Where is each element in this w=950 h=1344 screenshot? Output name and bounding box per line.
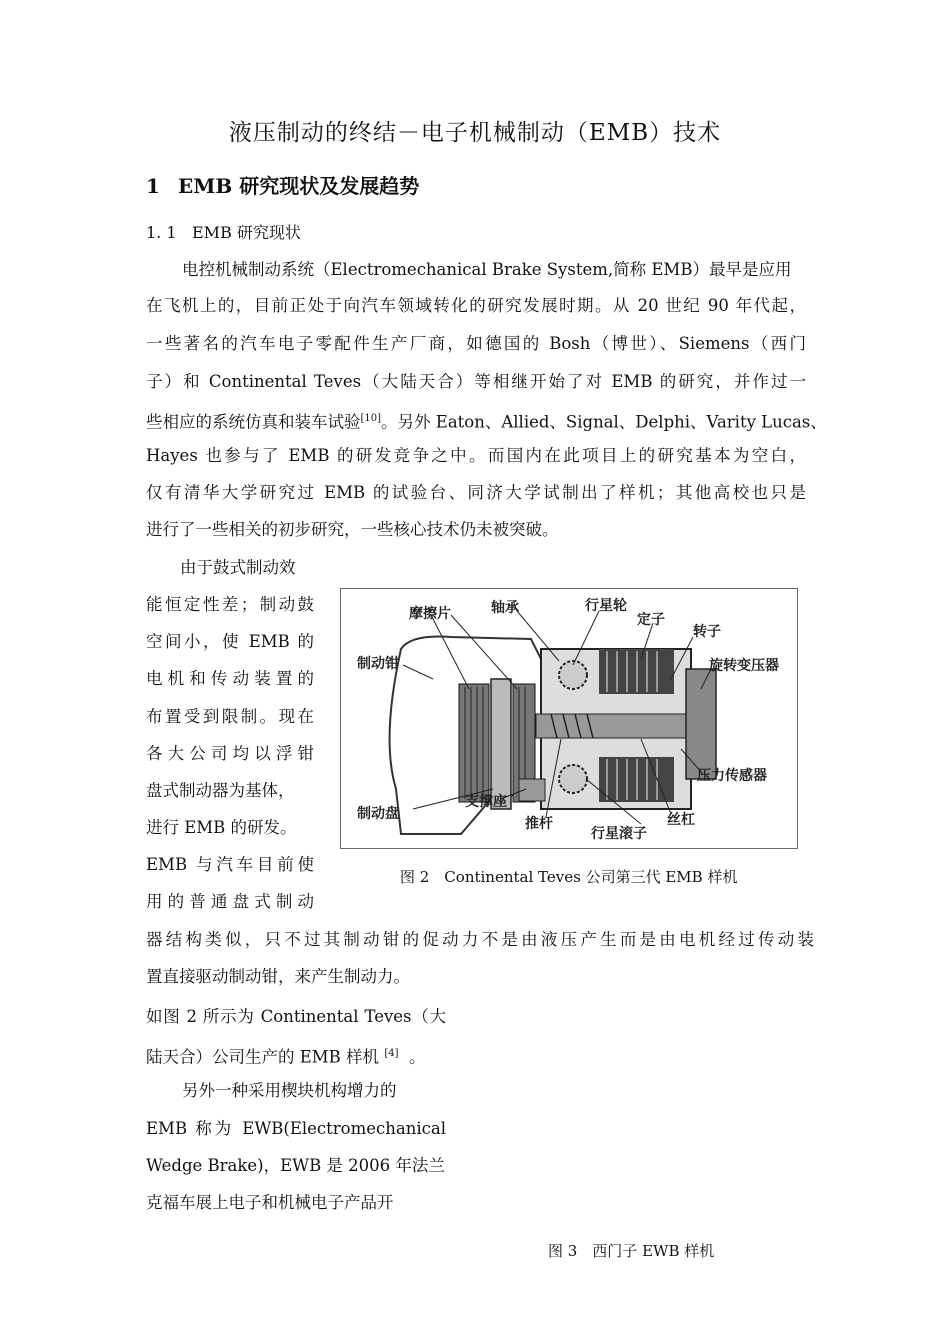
para2-line: 能恒定性差；制动鼓 bbox=[146, 595, 314, 614]
figure-2-emb-diagram bbox=[340, 588, 798, 849]
para3-line2-text: 陆天合）公司生产的 EMB 样机 bbox=[146, 1047, 380, 1067]
para3-line bbox=[146, 1042, 425, 1070]
label-rotor: 转子 bbox=[693, 624, 721, 640]
para4-line: 克福车展上电子和机械电子产品开 bbox=[146, 1193, 394, 1212]
para1-line: 在飞机上的，目前正处于向汽车领域转化的研究发展时期。从 20 世纪 90 年代起， bbox=[146, 296, 806, 315]
para2-line: 布置受到限制。现在 bbox=[146, 707, 314, 726]
section-title: EMB 研究现状及发展趋势 bbox=[178, 174, 420, 198]
para1-line: 电控机械制动系统（Electromechanical Brake System,简称 EMB）最早是应用 bbox=[182, 260, 792, 279]
para1-line: 一些著名的汽车电子零配件生产厂商，如德国的 Bosh（博世）、Siemens（西门 bbox=[146, 334, 806, 353]
planet-gear-upper bbox=[559, 661, 587, 689]
label-stator: 定子 bbox=[637, 612, 665, 628]
label-bearing: 轴承 bbox=[491, 600, 519, 616]
emb-cross-section-drawing bbox=[341, 589, 797, 848]
para1-line5-text: 些相应的系统仿真和装车试验 bbox=[146, 412, 361, 432]
para1-line: 仅有清华大学研究过 EMB 的试验台、同济大学试制出了样机；其他高校也只是 bbox=[146, 483, 806, 502]
para4-line: Wedge Brake)，EWB 是 2006 年法兰 bbox=[146, 1156, 445, 1175]
resolver bbox=[686, 669, 716, 779]
label-planet-roller: 行星滚子 bbox=[591, 826, 647, 842]
citation-ref: [10] bbox=[360, 413, 382, 424]
subsection-heading bbox=[146, 220, 301, 243]
para4-line: 另外一种采用楔块机构增力的 bbox=[182, 1081, 397, 1100]
para3-line: 如图 2 所示为 Continental Teves（大 bbox=[146, 1007, 446, 1026]
subsection-number: 1. 1 bbox=[146, 223, 177, 242]
brake-disc bbox=[491, 679, 511, 809]
para1-line bbox=[146, 407, 827, 435]
label-resolver: 旋转变压器 bbox=[709, 658, 779, 674]
figure-2-caption: 图 2 Continental Teves 公司第三代 EMB 样机 bbox=[400, 868, 738, 886]
para2-line: 各大公司均以浮钳 bbox=[146, 744, 314, 763]
planet-gear-lower bbox=[559, 765, 587, 793]
label-push-rod: 推杆 bbox=[525, 816, 553, 832]
para2-line: 盘式制动器为基体， bbox=[146, 781, 295, 800]
label-caliper: 制动钳 bbox=[357, 656, 399, 672]
para2-line: EMB 与汽车目前使 bbox=[146, 855, 314, 874]
para3-line2-text: 。 bbox=[408, 1047, 426, 1067]
para1-line: Hayes 也参与了 EMB 的研发竞争之中。而国内在此项目上的研究基本为空白， bbox=[146, 446, 806, 465]
para2-line: 用的普通盘式制动 bbox=[146, 892, 314, 911]
para2-line: 器结构类似，只不过其制动钳的促动力不是由液压产生而是由电机经过传动装 bbox=[146, 930, 814, 949]
para2-line: 空间小，使 EMB 的 bbox=[146, 632, 314, 651]
label-friction-pad: 摩擦片 bbox=[409, 606, 451, 622]
para2-line: 进行 EMB 的研发。 bbox=[146, 818, 297, 837]
label-pressure-sensor: 压力传感器 bbox=[697, 768, 767, 784]
para1-line: 进行了一些相关的初步研究，一些核心技术仍未被突破。 bbox=[146, 520, 559, 539]
figure-3-caption: 图 3 西门子 EWB 样机 bbox=[548, 1242, 715, 1260]
label-support: 支撑座 bbox=[465, 794, 507, 810]
label-planet-gear: 行星轮 bbox=[585, 598, 627, 614]
subsection-title: EMB 研究现状 bbox=[192, 223, 301, 242]
para1-line5-text: 。另外 Eaton、Allied、Signal、Delphi、Varity Lucas、 bbox=[381, 412, 827, 432]
friction-pad-left bbox=[459, 684, 489, 802]
label-screw: 丝杠 bbox=[667, 812, 695, 828]
section-number: 1 bbox=[146, 174, 160, 198]
label-disc: 制动盘 bbox=[357, 806, 399, 822]
spindle bbox=[536, 714, 706, 738]
para2-line: 电机和传动装置的 bbox=[146, 669, 314, 688]
section-heading bbox=[146, 170, 419, 199]
para2-line: 由于鼓式制动效 bbox=[180, 558, 296, 577]
para4-line: EMB 称为 EWB(Electromechanical bbox=[146, 1119, 446, 1138]
document-title: 液压制动的终结－电子机械制动（EMB）技术 bbox=[228, 120, 722, 146]
para2-line: 置直接驱动制动钳，来产生制动力。 bbox=[146, 967, 410, 986]
para1-line: 子）和 Continental Teves（大陆天合）等相继开始了对 EMB 的研究，并作过一 bbox=[146, 372, 806, 391]
citation-ref: [4] bbox=[384, 1048, 399, 1059]
